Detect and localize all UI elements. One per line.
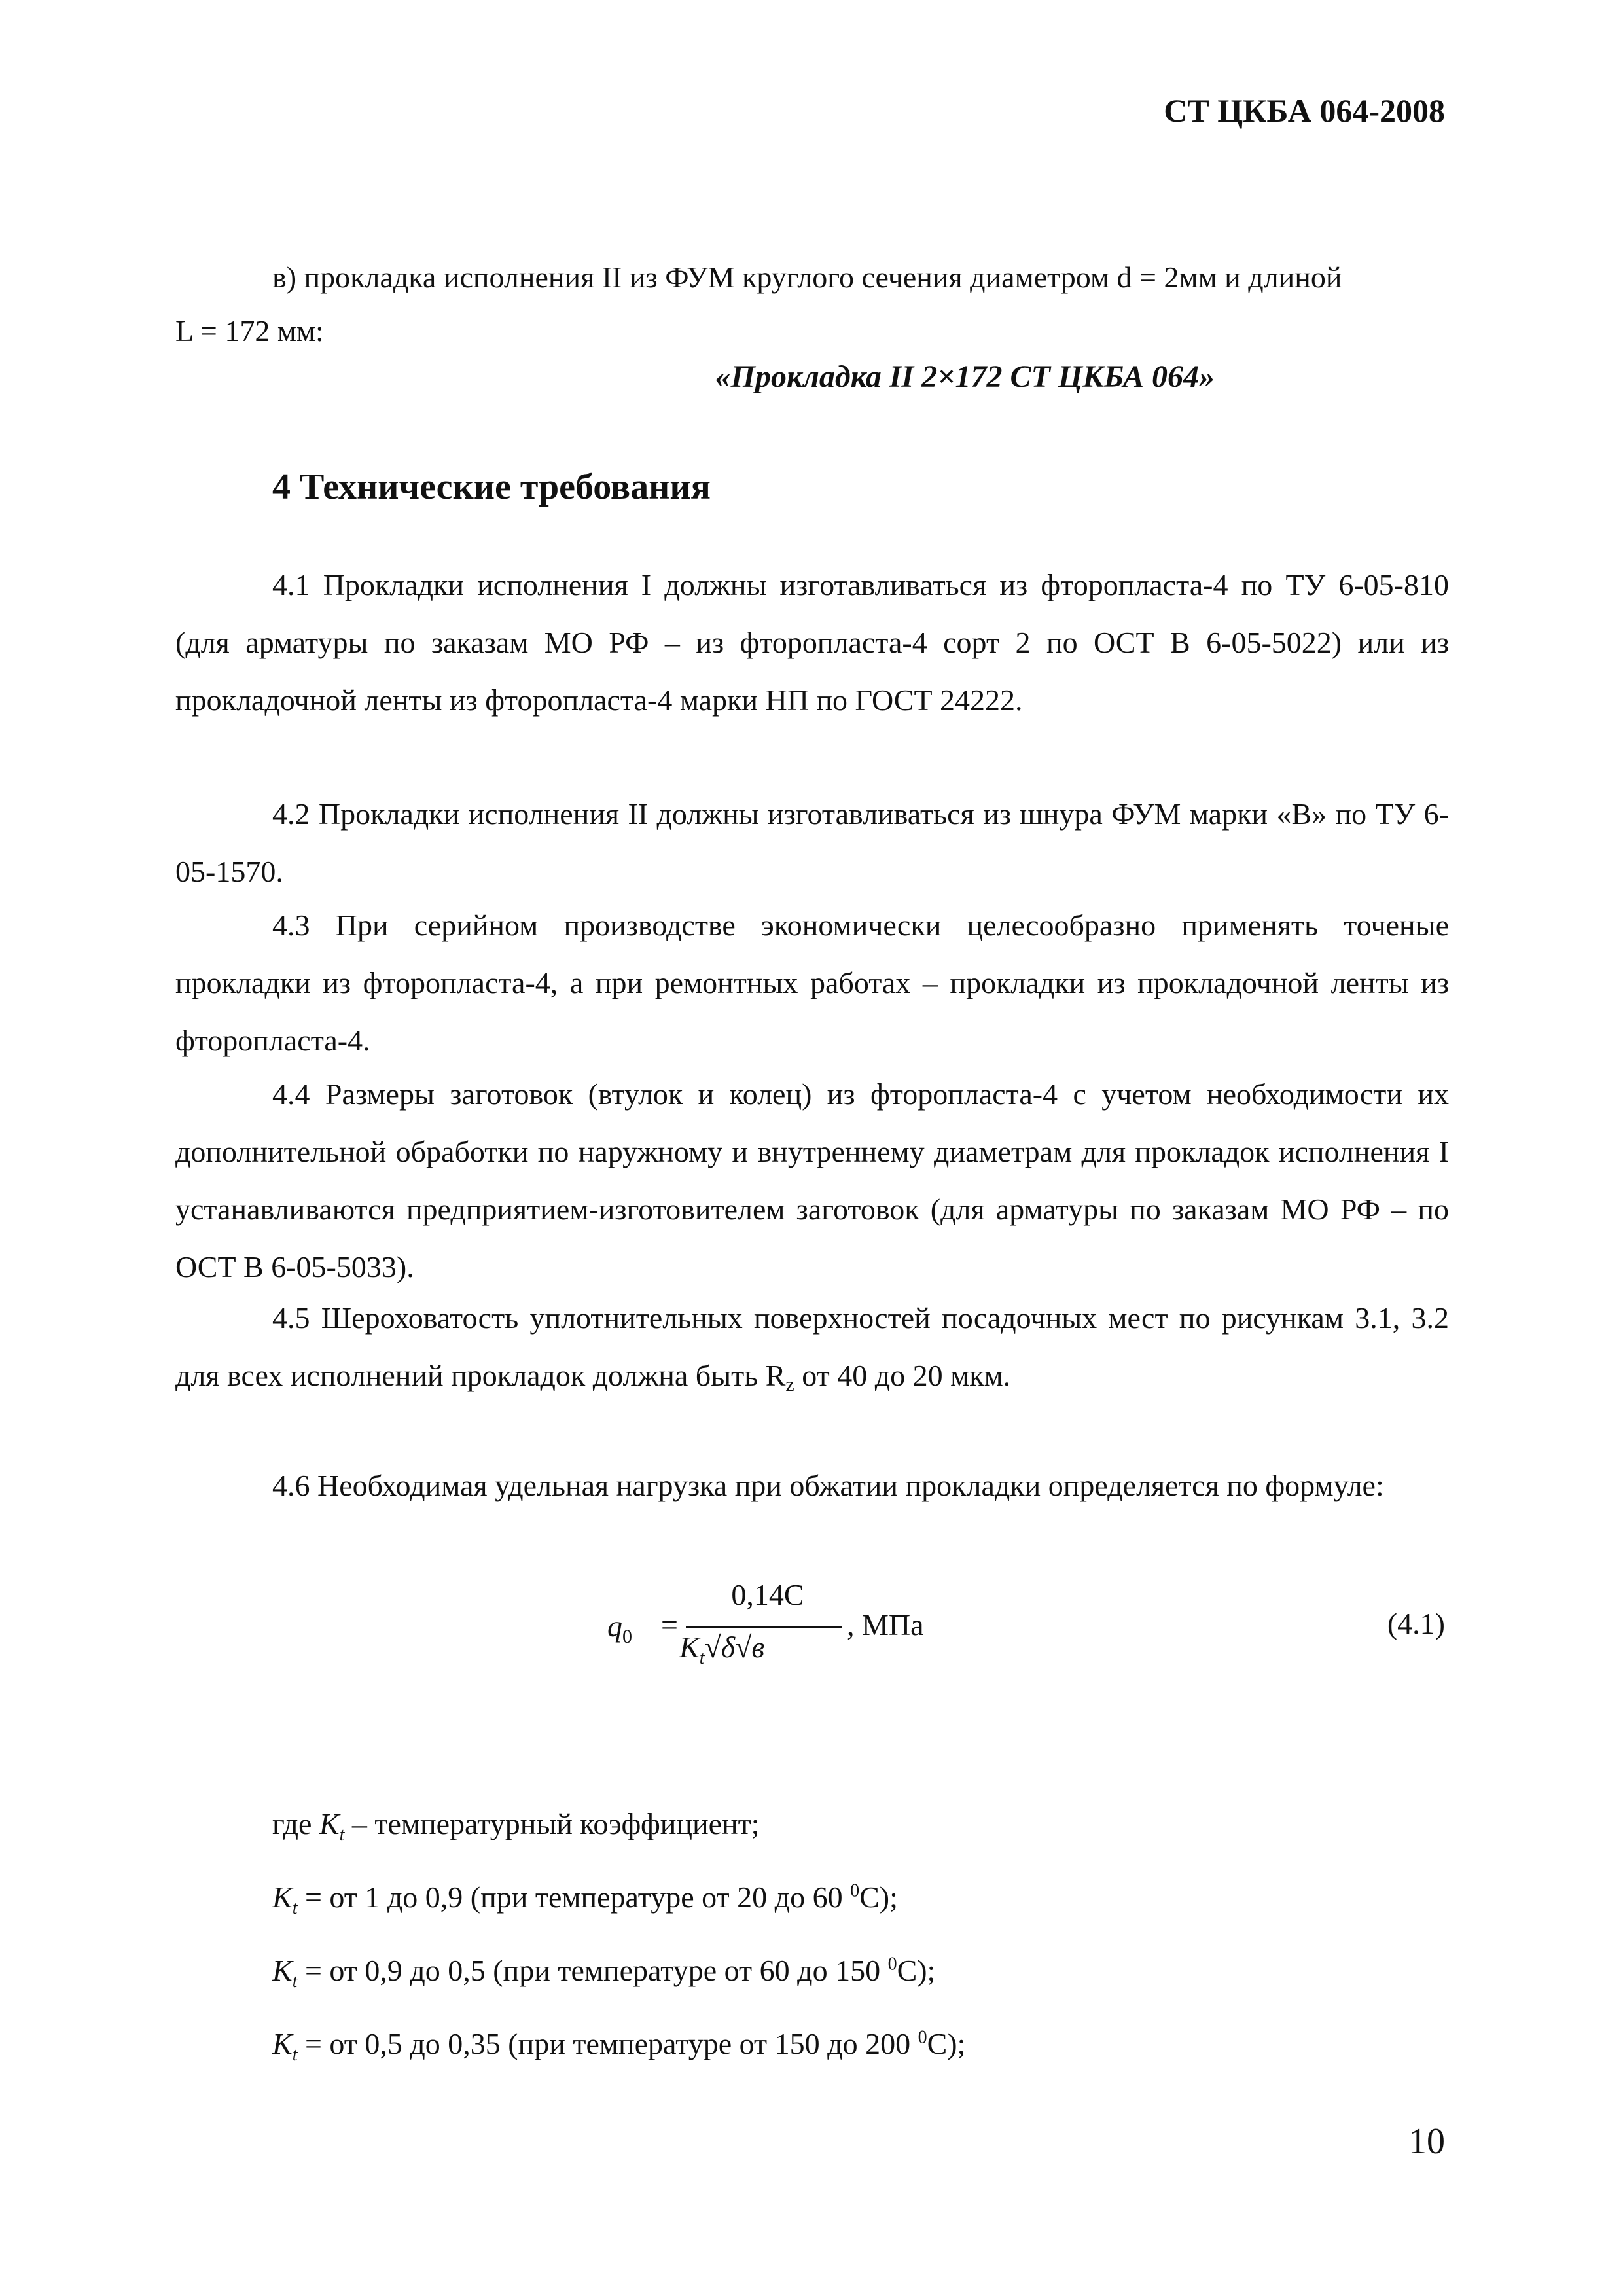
fraction-bar: [686, 1626, 842, 1628]
paragraph-4-2: 4.2 Прокладки исполнения II должны изготавливаться из шнура ФУМ марки «В» по ТУ 6-05-1570.: [175, 797, 1449, 888]
document-code: СТ ЦКБА 064-2008: [1164, 92, 1445, 129]
paragraph-4-3: 4.3 При серийном производстве экономически целесообразно применять точеные прокладки из фторопласта-4, а при ремонтных работах – прокладки из прокладочной ленты из фторопласта-4.: [175, 908, 1449, 1057]
kt-range-3: $K_t$ = от 0,5 до 0,35 (при температуре от 150 до 200 $^0$С);: [272, 2027, 966, 2066]
where-intro: где $K_t$ – температурный коэффициент;: [272, 1807, 760, 1846]
kt-range-1: $K_t$ = от 1 до 0,9 (при температуре от 20 до 60 $^0$С);: [272, 1880, 898, 1919]
item-v-line-1: в) прокладка исполнения II из ФУМ круглого сечения диаметром d = 2мм и длиной: [272, 260, 1342, 294]
kt-range-2: $K_t$ = от 0,9 до 0,5 (при температуре от 60 до 150 $^0$С);: [272, 1954, 936, 1992]
designation-example: «Прокладка II 2×172 СТ ЦКБА 064»: [715, 359, 1215, 394]
formula-numerator: 0,14C: [731, 1578, 804, 1611]
equation-number: (4.1): [1387, 1607, 1445, 1640]
paragraph-4-1: 4.1 Прокладки исполнения I должны изготавливаться из фторопласта-4 по ТУ 6-05-810 (для арматуры по заказам МО РФ – из фторопласта-4 сорт 2 по ОСТ В 6-05-5022) или из прокладочной ленты из фторопласта-4 марки НП по ГОСТ 24222.: [175, 568, 1449, 717]
formula-4-1: [607, 1577, 974, 1708]
paragraph-4-4: 4.4 Размеры заготовок (втулок и колец) из фторопласта-4 с учетом необходимости их дополнительной обработки по наружному и внутреннему диаметрам для прокладок исполнения I устанавливаются предприятием-изготовителем заготовок (для арматуры по заказам МО РФ – по ОСТ В 6-05-5033).: [175, 1077, 1449, 1283]
formula-equals: =: [661, 1608, 678, 1641]
page-number: 10: [1408, 2121, 1445, 2162]
paragraph-4-5: [175, 1289, 1449, 1414]
roughness-subscript: z: [785, 1374, 794, 1395]
formula-unit: , МПа: [847, 1608, 924, 1641]
section-heading: 4 Технические требования: [272, 467, 711, 507]
formula-lhs: $q_0$: [607, 1609, 632, 1648]
paragraph-4-5-end: от 40 до 20 мкм.: [794, 1359, 1011, 1392]
formula-denominator: $K_t√\delta√в$: [679, 1630, 765, 1669]
paragraph-4-6: 4.6 Необходимая удельная нагрузка при обжатии прокладки определяется по формуле:: [272, 1469, 1384, 1502]
item-v-line-2: L = 172 мм:: [175, 314, 324, 348]
paragraph-4-5-start: 4.5 Шероховатость уплотнительных поверхностей посадочных мест по рисункам 3.1, 3.2 для всех исполнений прокладок должна быть R: [175, 1301, 1449, 1392]
